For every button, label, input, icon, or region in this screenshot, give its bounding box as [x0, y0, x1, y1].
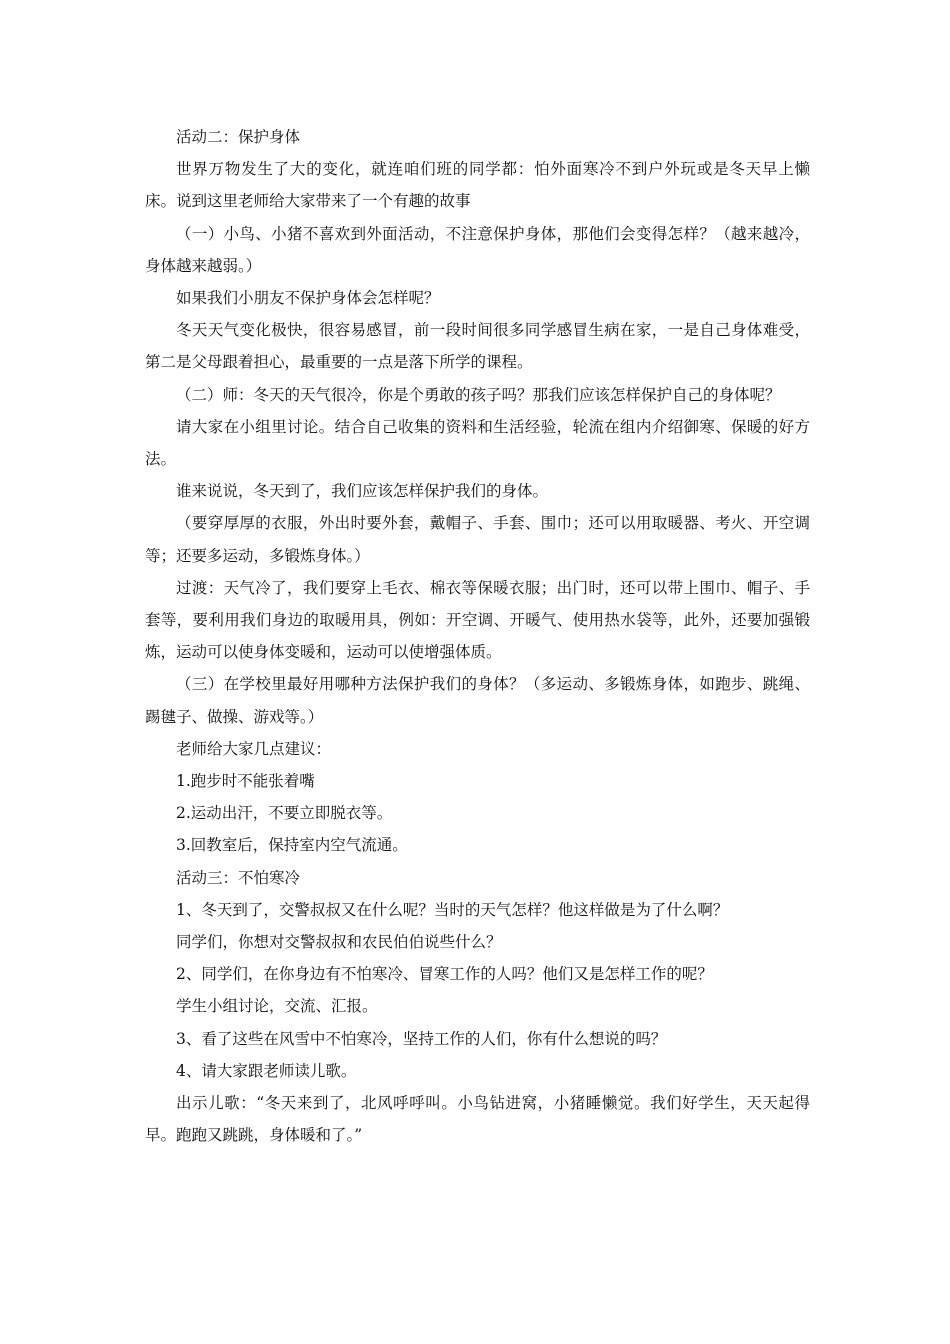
- paragraph: 学生小组讨论，交流、汇报。: [176, 997, 378, 1016]
- paragraph: 2、同学们，在你身边有不怕寒冷、冒寒工作的人吗？他们又是怎样工作的呢？: [176, 965, 713, 984]
- section-heading-activity-2: 活动二：保护身体: [176, 128, 301, 146]
- section-heading-activity-3: 活动三：不怕寒冷: [176, 868, 301, 887]
- document-body: [145, 121, 810, 1152]
- list-item: 2.运动出汗，不要立即脱衣等。: [176, 804, 393, 823]
- paragraph: 4、请大家跟老师读儿歌。: [176, 1061, 357, 1080]
- paragraph: （一）小鸟、小猪不喜欢到外面活动，不注意保护身体，那他们会变得怎样？（越来越冷，身体越来越弱。）: [145, 224, 810, 275]
- paragraph: 世界万物发生了大的变化，就连咱们班的同学都：怕外面寒冷不到户外玩或是冬天早上懒床。说到这里老师给大家带来了一个有趣的故事: [145, 160, 810, 211]
- paragraph: 老师给大家几点建议：: [176, 739, 332, 758]
- paragraph: 3、看了这些在风雪中不怕寒冷，坚持工作的人们，你有什么想说的吗？: [176, 1029, 667, 1048]
- paragraph: （二）师：冬天的天气很冷，你是个勇敢的孩子吗？那我们应该怎样保护自己的身体呢？: [176, 385, 781, 404]
- paragraph: 过渡：天气冷了，我们要穿上毛衣、棉衣等保暖衣服；出门时，还可以带上围巾、帽子、手套等，要利用我们身边的取暖用具，例如：开空调、开暖气、使用热水袋等，此外，还要加强锻炼，运动可以使身体变暖和，运动可以使增强体质。: [145, 578, 810, 662]
- paragraph: （要穿厚厚的衣服，外出时要外套，戴帽子、手套、围巾；还可以用取暖器、考火、开空调等；还要多运动，多锻炼身体。）: [145, 514, 810, 565]
- paragraph: 1、冬天到了，交警叔叔又在什么呢？当时的天气怎样？他这样做是为了什么啊？: [176, 900, 729, 919]
- paragraph: 谁来说说，冬天到了，我们应该怎样保护我们的身体。: [176, 482, 549, 501]
- list-item: 3.回教室后，保持室内空气流通。: [176, 836, 408, 855]
- paragraph: 出示儿歌：“冬天来到了，北风呼呼叫。小鸟钻进窝，小猪睡懒觉。我们好学生，天天起得早。跑跑又跳跳，身体暖和了。”: [145, 1094, 810, 1145]
- paragraph: 冬天天气变化极快，很容易感冒，前一段时间很多同学感冒生病在家，一是自己身体难受，第二是父母跟着担心，最重要的一点是落下所学的课程。: [145, 321, 810, 372]
- list-item: 1.跑步时不能张着嘴: [176, 772, 315, 791]
- paragraph: 同学们，你想对交警叔叔和农民伯伯说些什么？: [176, 933, 502, 952]
- paragraph: 请大家在小组里讨论。结合自己收集的资料和生活经验，轮流在组内介绍御寒、保暖的好方法。: [145, 417, 810, 469]
- paragraph: 如果我们小朋友不保护身体会怎样呢？: [176, 289, 440, 308]
- paragraph: （三）在学校里最好用哪种方法保护我们的身体？（多运动、多锻炼身体，如跑步、跳绳、踢毽子、做操、游戏等。）: [145, 675, 810, 726]
